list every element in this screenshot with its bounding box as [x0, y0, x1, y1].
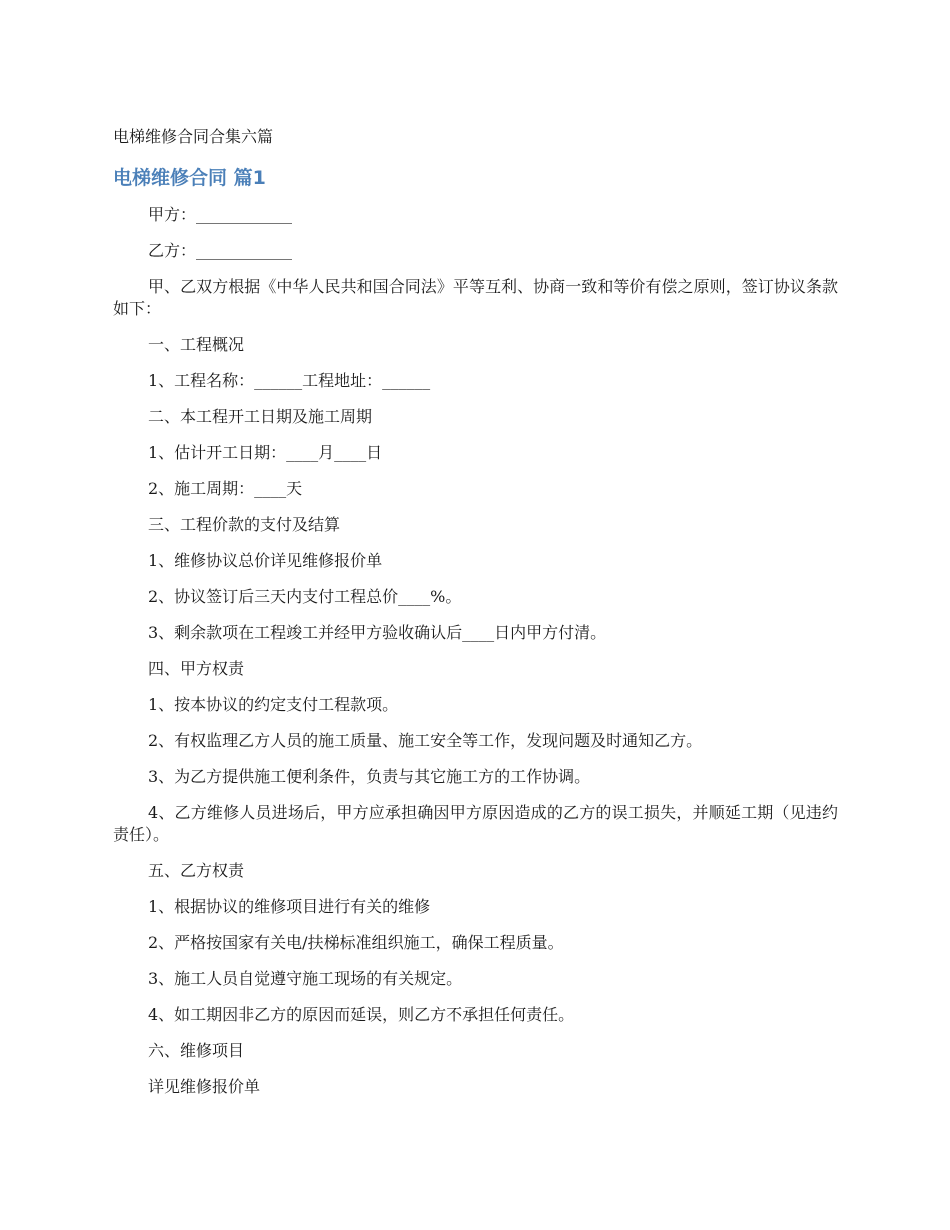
clause-item: 3、为乙方提供施工便利条件，负责与其它施工方的工作协调。 [148, 767, 591, 786]
clause-heading: 五、乙方权责 [148, 861, 245, 880]
clause-item: 2、施工周期：____天 [148, 479, 303, 498]
preamble-paragraph: 甲、乙双方根据《中华人民共和国合同法》平等互利、协商一致和等价有偿之原则，签订协议条款如下： [113, 277, 838, 318]
section-heading: 电梯维修合同 篇1 [113, 167, 266, 189]
clause-item: 4、乙方维修人员进场后，甲方应承担确因甲方原因造成的乙方的误工损失，并顺延工期（见违约责任）。 [113, 803, 838, 844]
clause-heading: 一、工程概况 [148, 335, 245, 354]
clause-item: 2、有权监理乙方人员的施工质量、施工安全等工作，发现问题及时通知乙方。 [148, 731, 703, 750]
clause-item: 2、协议签订后三天内支付工程总价____%。 [148, 587, 462, 606]
clause-item: 1、按本协议的约定支付工程款项。 [148, 695, 399, 714]
party-a-line: 甲方：____________ [148, 205, 293, 224]
clause-heading: 四、甲方权责 [148, 659, 245, 678]
clause-item: 1、根据协议的维修项目进行有关的维修 [148, 897, 431, 916]
party-b-line: 乙方：____________ [148, 241, 293, 260]
clause-item: 1、工程名称：______工程地址：______ [148, 371, 431, 390]
clause-heading: 三、工程价款的支付及结算 [148, 515, 341, 534]
clause-item: 1、估计开工日期：____月____日 [148, 443, 383, 462]
clause-item: 详见维修报价单 [148, 1077, 261, 1096]
clause-item: 1、维修协议总价详见维修报价单 [148, 551, 383, 570]
document-body [113, 204, 838, 1112]
document-title: 电梯维修合同合集六篇 [113, 127, 274, 146]
clause-item: 3、施工人员自觉遵守施工现场的有关规定。 [148, 969, 463, 988]
clause-item: 4、如工期因非乙方的原因而延误，则乙方不承担任何责任。 [148, 1005, 575, 1024]
clause-heading: 二、本工程开工日期及施工周期 [148, 407, 373, 426]
clause-item: 3、剩余款项在工程竣工并经甲方验收确认后____日内甲方付清。 [148, 623, 607, 642]
clause-item: 2、严格按国家有关电/扶梯标准组织施工，确保工程质量。 [148, 933, 564, 952]
clause-heading: 六、维修项目 [148, 1041, 245, 1060]
